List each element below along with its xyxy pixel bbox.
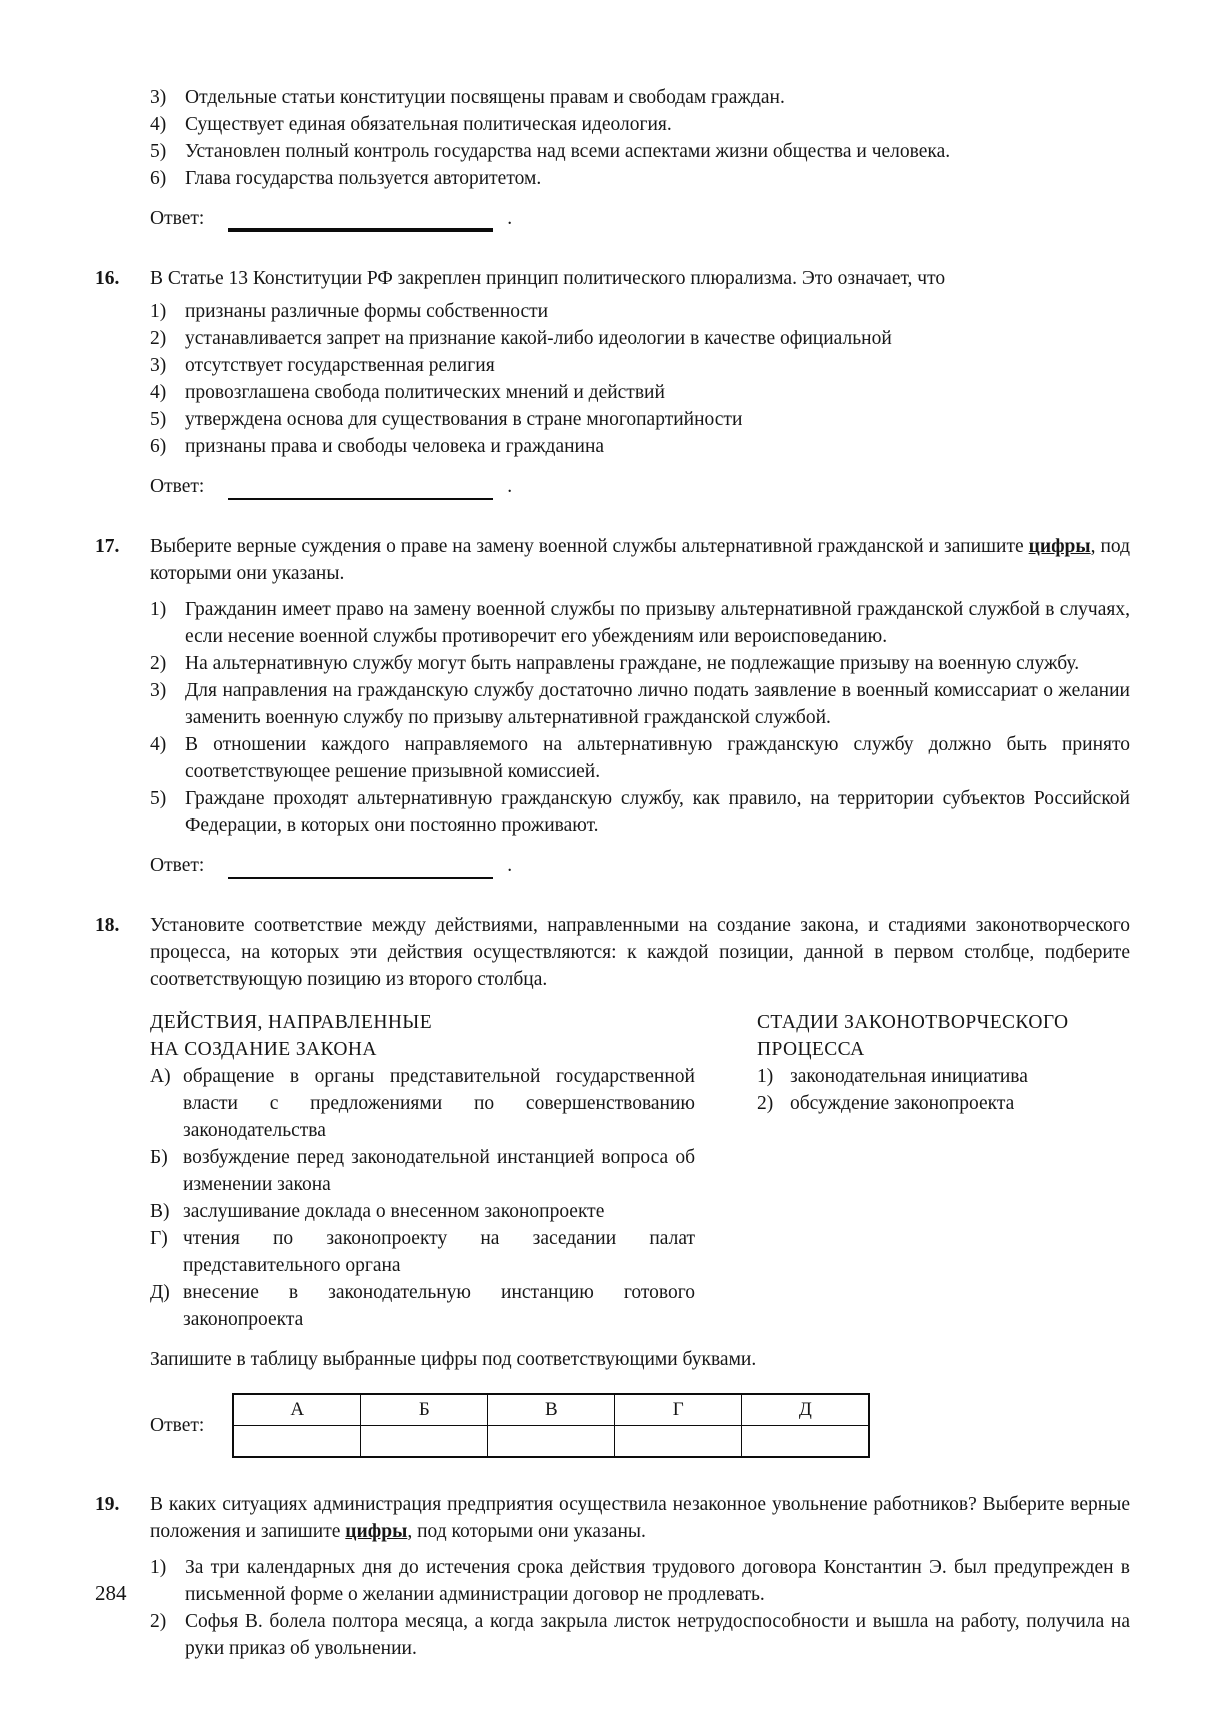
stem-text: , под которыми они указаны.	[150, 536, 1131, 584]
match-item-text: чтения по законопроекту на заседании палат представительного органа	[183, 1228, 695, 1276]
question-19	[95, 1491, 1130, 1662]
option-number: 2)	[150, 653, 167, 674]
stem-text: В каких ситуациях администрация предприятия осуществила незаконное увольнение работников? Выберите верные положения и запишите	[150, 1493, 1130, 1542]
match-item-letter: Д)	[150, 1282, 170, 1303]
question-16	[95, 265, 1130, 500]
option-item	[150, 111, 1130, 138]
previous-question-options	[95, 84, 1130, 232]
question-number-spacer	[95, 84, 150, 232]
answer-table	[232, 1393, 870, 1458]
answer-cell	[742, 1425, 870, 1457]
match-option	[757, 1063, 1102, 1090]
match-item	[150, 1225, 695, 1279]
option-text: провозглашена свобода политических мнений и действий	[185, 382, 665, 403]
option-text: Для направления на гражданскую службу достаточно лично подать заявление в военный комиссариат о желании заменить военную службу по призыву альтернативной гражданской службой.	[185, 680, 1130, 728]
answer-table-header-cell: В	[488, 1394, 615, 1426]
option-text: устанавливается запрет на признание какой-либо идеологии в качестве официальной	[185, 328, 892, 349]
stem-emphasis: цифры	[345, 1520, 408, 1542]
option-item	[150, 731, 1130, 785]
option-number: 5)	[150, 409, 167, 430]
option-item	[150, 84, 1130, 111]
option-item	[150, 785, 1130, 839]
option-number: 5)	[150, 141, 167, 162]
match-item	[150, 1279, 695, 1333]
answer-blank	[228, 206, 493, 232]
answer-row	[150, 205, 1130, 232]
option-item	[150, 325, 1130, 352]
matching-left-column	[150, 1009, 695, 1333]
right-header-line2: ПРОЦЕССА	[757, 1039, 865, 1060]
answer-label: Ответ:	[150, 208, 205, 229]
option-item	[150, 379, 1130, 406]
match-option-number: 2)	[757, 1093, 774, 1114]
option-item	[150, 298, 1130, 325]
answer-blank	[228, 476, 493, 500]
option-text: признаны права и свободы человека и гражданина	[185, 436, 605, 457]
answer-table-header-cell: Г	[615, 1394, 742, 1426]
option-item	[150, 596, 1130, 650]
option-number: 4)	[150, 382, 167, 403]
match-item-text: возбуждение перед законодательной инстанцией вопроса об изменении закона	[183, 1147, 695, 1195]
option-text: Существует единая обязательная политическая идеология.	[185, 114, 672, 135]
answer-period: .	[507, 208, 513, 229]
answer-table-header-cell: Б	[361, 1394, 488, 1426]
answer-cell	[488, 1425, 615, 1457]
match-item	[150, 1144, 695, 1198]
option-text: Глава государства пользуется авторитетом.	[185, 168, 542, 189]
option-text: За три календарных дня до истечения срока действия трудового договора Константин Э. был предупрежден в письменной форме о желании администрации договор не продлевать.	[185, 1556, 1130, 1605]
stem-text: , под которыми они указаны.	[407, 1520, 646, 1542]
match-option	[757, 1090, 1102, 1117]
answer-row	[150, 852, 1130, 879]
option-item	[150, 352, 1130, 379]
question-stem: В Статье 13 Конституции РФ закреплен принцип политического плюрализма. Это означает, что	[150, 268, 946, 289]
question-stem	[150, 1491, 1130, 1545]
option-number: 6)	[150, 168, 167, 189]
option-item	[150, 1554, 1130, 1608]
option-item	[150, 433, 1130, 460]
question-17	[95, 533, 1130, 879]
stem-text: Выберите верные суждения о праве на замену военной службы альтернативной гражданской и запишите	[150, 536, 1029, 557]
option-text: отсутствует государственная религия	[185, 355, 495, 376]
answer-table-header-cell: А	[233, 1394, 361, 1426]
option-number: 1)	[150, 301, 167, 322]
answer-cell	[361, 1425, 488, 1457]
option-item	[150, 1608, 1130, 1662]
answer-cell	[233, 1425, 361, 1457]
match-item-text: заслушивание доклада о внесенном законопроекте	[183, 1201, 605, 1222]
match-option-text: законодательная инициатива	[790, 1066, 1028, 1087]
match-item-text: внесение в законодательную инстанцию готового законопроекта	[183, 1282, 695, 1330]
match-option-number: 1)	[757, 1066, 774, 1087]
option-number: 2)	[150, 1610, 167, 1632]
answer-period: .	[507, 855, 513, 876]
option-text: Граждане проходят альтернативную гражданскую службу, как правило, на территории субъектов Российской Федерации, в которых они постоянно проживают.	[185, 788, 1130, 836]
option-text: Отдельные статьи конституции посвящены правам и свободам граждан.	[185, 87, 785, 108]
option-number: 4)	[150, 734, 167, 755]
option-text: Гражданин имеет право на замену военной службы по призыву альтернативной гражданской службой в случаях, если несение военной службы противоречит его убеждениям или вероисповеданию.	[185, 599, 1130, 647]
answer-table-header-cell: Д	[742, 1394, 870, 1426]
question-stem	[150, 533, 1130, 587]
match-item-letter: Г)	[150, 1228, 168, 1249]
answer-period: .	[507, 476, 513, 497]
option-number: 3)	[150, 680, 167, 701]
option-text: На альтернативную службу могут быть направлены граждане, не подлежащие призыву на военную службу.	[185, 653, 1080, 674]
question-18	[95, 912, 1130, 1458]
option-item	[150, 165, 1130, 192]
matching-right-column	[757, 1009, 1102, 1333]
option-text: признаны различные формы собственности	[185, 301, 549, 322]
stem-emphasis: цифры	[1028, 536, 1091, 557]
question-number: 16.	[95, 268, 120, 289]
page-number: 284	[95, 1581, 127, 1605]
option-number: 5)	[150, 788, 167, 809]
match-item-letter: В)	[150, 1201, 170, 1222]
option-item	[150, 677, 1130, 731]
option-number: 3)	[150, 87, 167, 108]
option-number: 6)	[150, 436, 167, 457]
right-header-line1: СТАДИИ ЗАКОНОТВОРЧЕСКОГО	[757, 1012, 1069, 1033]
answer-label: Ответ:	[150, 1414, 205, 1436]
answer-table-input-row	[233, 1425, 869, 1457]
answer-blank	[228, 855, 493, 879]
right-column-header	[757, 1009, 1102, 1063]
answer-row	[150, 473, 1130, 500]
match-item-text: обращение в органы представительной государственной власти с предложениями по совершенствованию законодательства	[183, 1066, 695, 1141]
answer-label: Ответ:	[150, 476, 205, 497]
matching-columns	[150, 1009, 1130, 1333]
match-item-letter: Б)	[150, 1147, 168, 1168]
option-text: утверждена основа для существования в стране многопартийности	[185, 409, 743, 430]
answer-cell	[615, 1425, 742, 1457]
option-item	[150, 138, 1130, 165]
left-header-line1: ДЕЙСТВИЯ, НАПРАВЛЕННЫЕ	[150, 1012, 433, 1033]
answer-table-header-row	[233, 1394, 869, 1426]
table-note: Запишите в таблицу выбранные цифры под соответствующими буквами.	[150, 1349, 757, 1370]
question-number: 17.	[95, 536, 120, 557]
question-number: 19.	[95, 1493, 120, 1515]
option-item	[150, 650, 1130, 677]
match-item	[150, 1063, 695, 1144]
match-item-letter: А)	[150, 1066, 171, 1087]
option-item	[150, 406, 1130, 433]
left-column-header	[150, 1009, 695, 1063]
match-item	[150, 1198, 695, 1225]
option-text: В отношении каждого направляемого на альтернативную гражданскую службу должно быть принято соответствующее решение призывной комиссией.	[185, 734, 1130, 782]
question-stem: Установите соответствие между действиями, направленными на создание закона, и стадиями законотворческого процесса, на которых эти действия осуществляются: к каждой позиции, данной в первом столбце, подберите соответствующую позицию из второго столбца.	[150, 915, 1130, 990]
question-number: 18.	[95, 915, 120, 936]
left-header-line2: НА СОЗДАНИЕ ЗАКОНА	[150, 1039, 377, 1060]
option-number: 3)	[150, 355, 167, 376]
match-option-text: обсуждение законопроекта	[790, 1093, 1015, 1114]
option-number: 1)	[150, 1556, 167, 1578]
option-number: 1)	[150, 599, 167, 620]
option-text: Установлен полный контроль государства над всеми аспектами жизни общества и человека.	[185, 141, 951, 162]
option-number: 2)	[150, 328, 167, 349]
answer-table-row	[150, 1393, 1130, 1458]
option-number: 4)	[150, 114, 167, 135]
answer-label: Ответ:	[150, 855, 205, 876]
option-text: Софья В. болела полтора месяца, а когда закрыла листок нетрудоспособности и вышла на работу, получила на руки приказ об увольнении.	[185, 1610, 1130, 1659]
